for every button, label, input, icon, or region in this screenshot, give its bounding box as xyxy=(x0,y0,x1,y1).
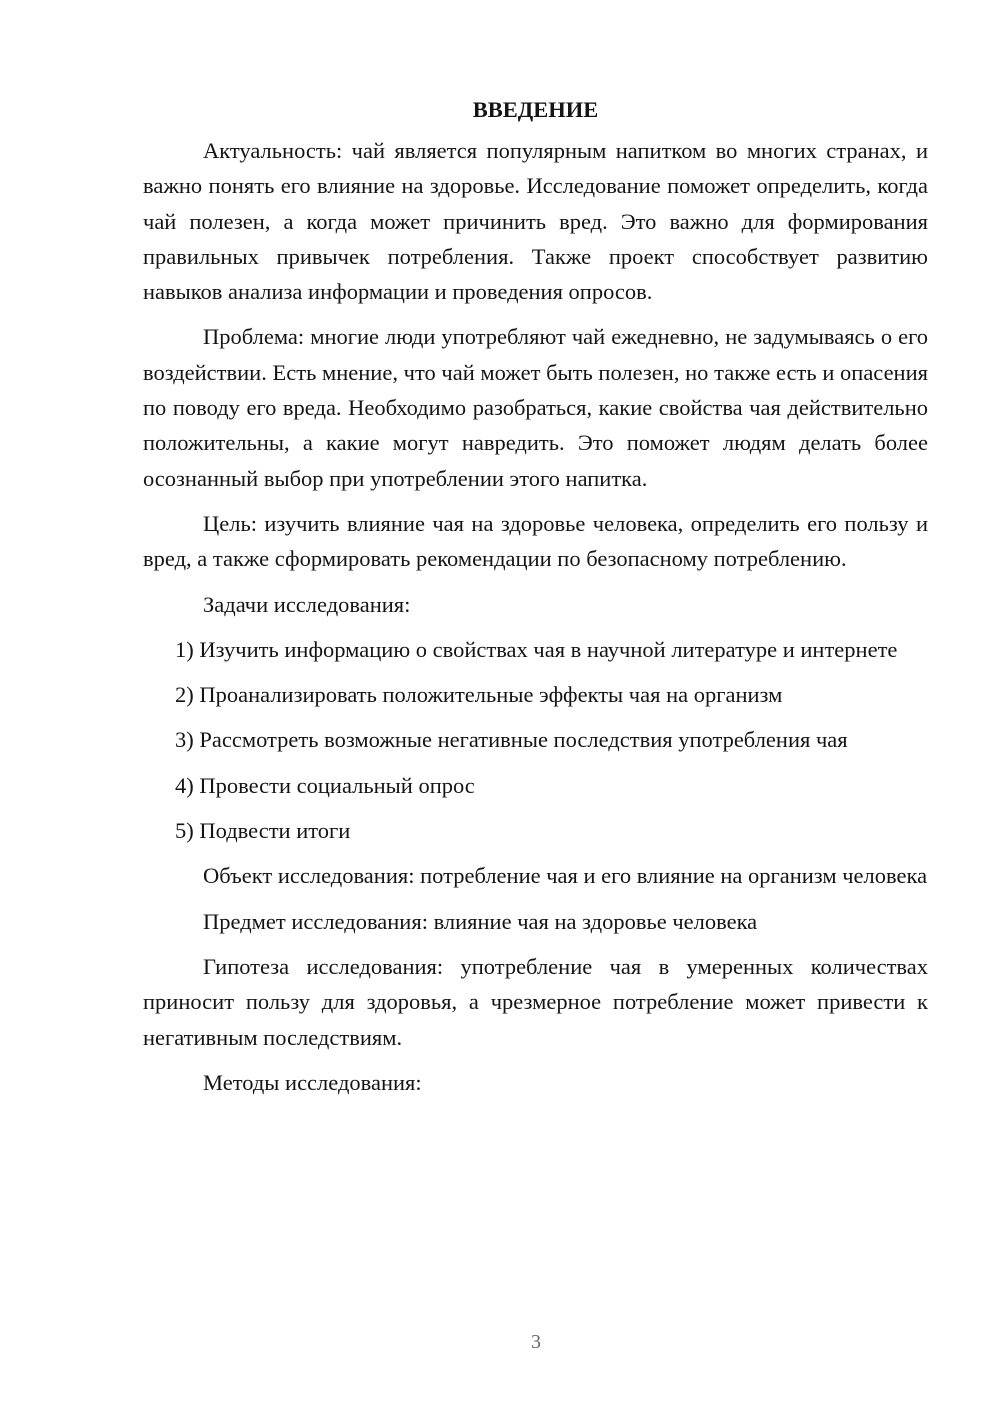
paragraph-problem: Проблема: многие люди употребляют чай ежедневно, не задумываясь о его воздействии. Есть мнение, что чай может быть полезен, но также есть и опасения по поводу его вреда. Необходимо разобраться, какие свойства чая действительно положительны, а какие могут навредить. Это поможет людям делать более осознанный выбор при употреблении этого напитка. xyxy=(143,324,928,491)
paragraph-relevance: Актуальность: чай является популярным напитком во многих странах, и важно понять его влияние на здоровье. Исследование поможет определить, когда чай полезен, а когда может причинить вред. Это важно для формирования правильных привычек потребления. Также проект способствует развитию навыков анализа информации и проведения опросов. xyxy=(143,138,928,305)
task-item-5: 5) Подвести итоги xyxy=(175,818,351,844)
section-heading: ВВЕДЕНИЕ xyxy=(472,97,599,122)
paragraph-goal: Цель: изучить влияние чая на здоровье человека, определить его пользу и вред, а также сформировать рекомендации по безопасному потреблению. xyxy=(143,510,928,572)
paragraph-hypothesis: Гипотеза исследования: употребление чая в умеренных количествах приносит пользу для здоровья, а чрезмерное потребление может привести к негативным последствиям. xyxy=(143,953,928,1050)
paragraph-tasks-title: Задачи исследования: xyxy=(203,591,411,617)
paragraph-subject: Предмет исследования: влияние чая на здоровье человека xyxy=(203,908,758,934)
paragraph-methods-title: Методы исследования: xyxy=(203,1069,422,1095)
page-number: 3 xyxy=(531,1331,541,1353)
task-item-2: 2) Проанализировать положительные эффекты чая на организм xyxy=(175,682,783,708)
task-item-4: 4) Провести социальный опрос xyxy=(175,772,475,798)
paragraph-object: Объект исследования: потребление чая и его влияние на организм человека xyxy=(203,863,928,889)
task-item-3: 3) Рассмотреть возможные негативные последствия употребления чая xyxy=(175,727,848,753)
page-content xyxy=(143,92,928,1110)
task-item-1: 1) Изучить информацию о свойствах чая в научной литературе и интернете xyxy=(175,636,898,662)
